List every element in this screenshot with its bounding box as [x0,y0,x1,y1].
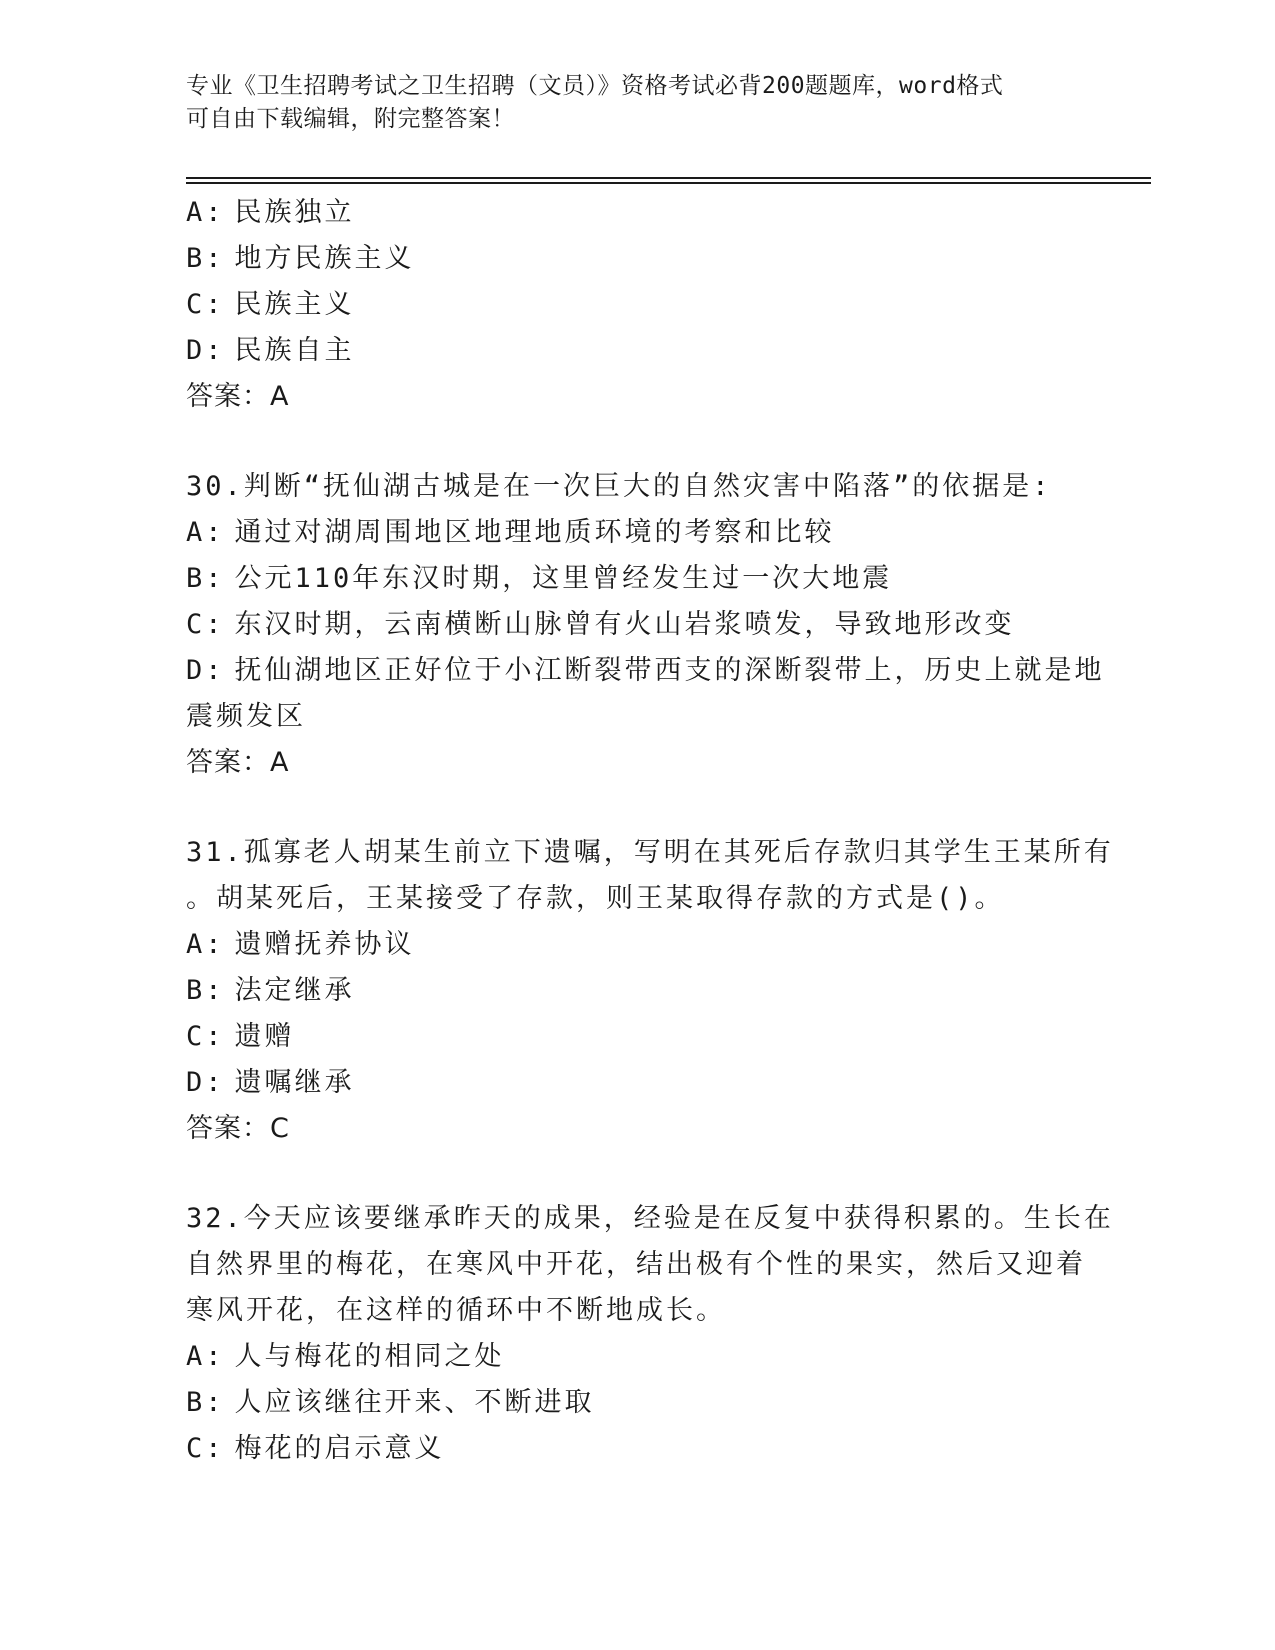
question-stem-line-2: 自然界里的梅花，在寒风中开花，结出极有个性的果实，然后又迎着 [186,1249,1086,1280]
document-header [186,70,1066,136]
question-30 [186,464,1105,786]
spacer [186,1152,1086,1196]
option-c: C: 遗赠 [186,1021,295,1052]
header-line-2: 可自由下载编辑，附完整答案！ [186,106,515,132]
option-a: A: 人与梅花的相同之处 [186,1341,505,1372]
question-32 [186,1196,1114,1472]
answer: 答案：C [186,1113,290,1144]
option-b: B: 法定继承 [186,975,355,1006]
option-b: B: 公元110年东汉时期，这里曾经发生过一次大地震 [186,563,893,594]
answer: 答案：A [186,747,290,778]
option-b: B: 地方民族主义 [186,243,415,274]
option-d-continued: 震频发区 [186,701,306,732]
option-d: D: 抚仙湖地区正好位于小江断裂带西支的深断裂带上，历史上就是地 [186,655,1105,686]
header-divider-bottom [186,182,1151,184]
header-line-1: 专业《卫生招聘考试之卫生招聘（文员）》资格考试必背200题题库，word格式 [186,73,1004,99]
option-d: D: 遗嘱继承 [186,1067,355,1098]
question-stem-line-3: 寒风开花，在这样的循环中不断地成长。 [186,1295,726,1326]
header-divider-top [186,177,1151,179]
question-31 [186,830,1114,1152]
option-c: C: 梅花的启示意义 [186,1433,445,1464]
question-29 [186,190,1086,420]
question-stem-line-1: 32.今天应该要继承昨天的成果，经验是在反复中获得积累的。生长在 [186,1203,1114,1234]
option-c: C: 东汉时期，云南横断山脉曾有火山岩浆喷发，导致地形改变 [186,609,1015,640]
question-list [186,190,1114,1472]
question-stem-line-1: 31.孤寡老人胡某生前立下遗嘱，写明在其死后存款归其学生王某所有 [186,837,1114,868]
option-a: A: 民族独立 [186,197,355,228]
option-d: D: 民族自主 [186,335,355,366]
option-a: A: 通过对湖周围地区地理地质环境的考察和比较 [186,517,835,548]
question-stem-line-2: 。胡某死后，王某接受了存款，则王某取得存款的方式是()。 [186,883,1005,914]
option-c: C: 民族主义 [186,289,355,320]
spacer [186,420,1086,464]
spacer [186,786,1086,830]
question-stem: 30.判断“抚仙湖古城是在一次巨大的自然灾害中陷落”的依据是: [186,471,1052,502]
option-a: A: 遗赠抚养协议 [186,929,415,960]
option-b: B: 人应该继往开来、不断进取 [186,1387,595,1418]
answer: 答案：A [186,381,290,412]
